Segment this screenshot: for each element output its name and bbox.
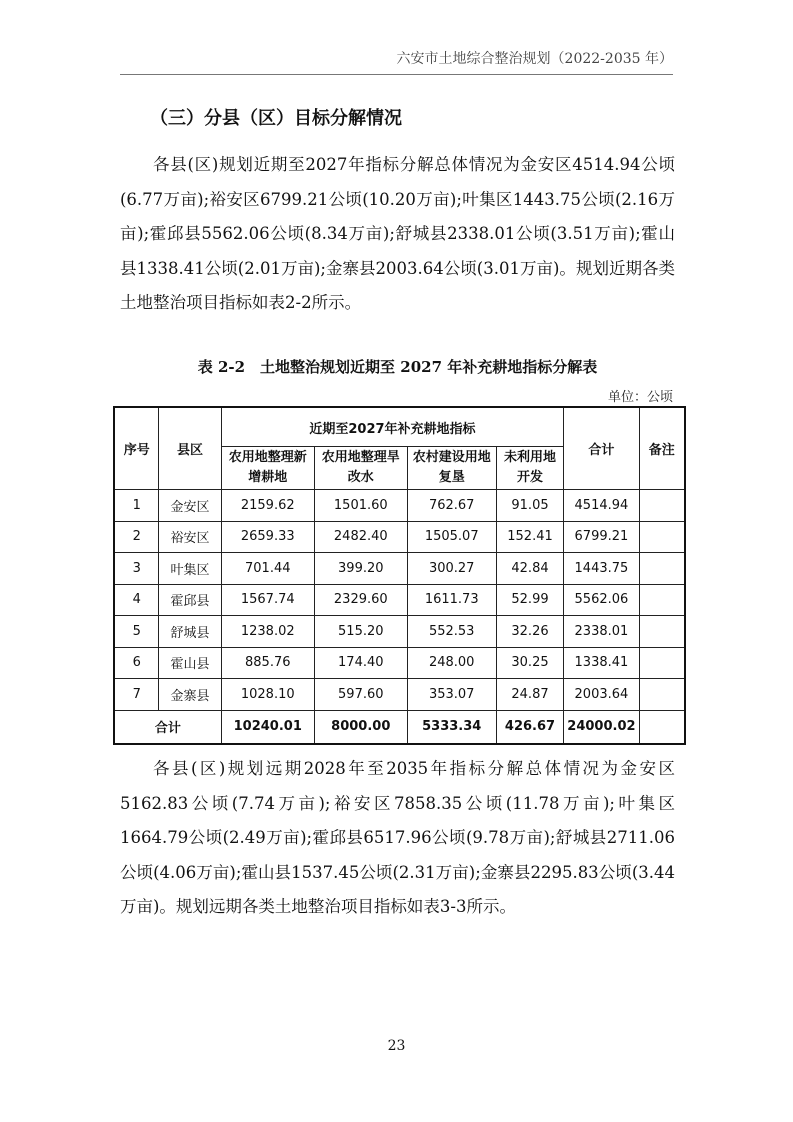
cell-c2: 515.20: [314, 616, 407, 648]
paragraph-long-term: 各县(区)规划远期2028年至2035年指标分解总体情况为金安区5162.83公顷(7.74万亩);裕安区7858.35公顷(11.78万亩);叶集区1664.79公顷(2.49万亩);霍邱县6517.96公顷(9.78万亩);舒城县2711.06公顷(4.06万亩);霍山县1537.45公顷(2.31万亩);金寨县2295.83公顷(3.44万亩)。规划远期各类土地整治项目指标如表3-3所示。: [120, 759, 675, 916]
cell-c3: 762.67: [407, 490, 496, 522]
cell-c2: 2482.40: [314, 521, 407, 553]
cell-remark: [639, 584, 685, 616]
table-unit: 单位：公顷: [607, 390, 673, 405]
cell-c2: 2329.60: [314, 584, 407, 616]
cell-c3: 552.53: [407, 616, 496, 648]
cell-c4: 52.99: [496, 584, 564, 616]
header-remark: 备注: [639, 407, 685, 490]
cell-total: 5562.06: [564, 584, 639, 616]
cell-no: 2: [114, 521, 159, 553]
cell-total: 6799.21: [564, 521, 639, 553]
cell-no: 1: [114, 490, 159, 522]
header-county: 县区: [159, 407, 221, 490]
table-row: [114, 553, 685, 585]
cell-total: 2003.64: [564, 679, 639, 711]
cell-c1: 701.44: [221, 553, 314, 585]
total-sum: 24000.02: [564, 710, 639, 744]
cell-c2: 1501.60: [314, 490, 407, 522]
header-c4: 未利用地开发: [496, 447, 564, 490]
table-row: [114, 490, 685, 522]
cell-c4: 42.84: [496, 553, 564, 585]
cell-remark: [639, 490, 685, 522]
cell-c1: 1028.10: [221, 679, 314, 711]
cell-c4: 24.87: [496, 679, 564, 711]
total-label: 合计: [114, 710, 221, 744]
cell-county: 裕安区: [159, 521, 221, 553]
cell-c1: 885.76: [221, 647, 314, 679]
cell-no: 7: [114, 679, 159, 711]
cell-county: 舒城县: [159, 616, 221, 648]
cell-c3: 300.27: [407, 553, 496, 585]
cell-c4: 30.25: [496, 647, 564, 679]
header-c2: 农用地整理旱改水: [314, 447, 407, 490]
header-total: 合计: [564, 407, 639, 490]
cell-remark: [639, 553, 685, 585]
header-group: 近期至2027年补充耕地指标: [221, 407, 564, 447]
cell-c3: 248.00: [407, 647, 496, 679]
cell-no: 5: [114, 616, 159, 648]
running-header: 六安市土地综合整治规划（2022-2035 年）: [120, 48, 673, 75]
header-no: 序号: [114, 407, 159, 490]
total-c4: 426.67: [496, 710, 564, 744]
cell-county: 霍山县: [159, 647, 221, 679]
cell-c1: 1238.02: [221, 616, 314, 648]
cell-remark: [639, 521, 685, 553]
table-row: [114, 616, 685, 648]
cell-c2: 597.60: [314, 679, 407, 711]
cell-total: 4514.94: [564, 490, 639, 522]
total-remark: [639, 710, 685, 744]
cell-c1: 2159.62: [221, 490, 314, 522]
cell-c3: 1611.73: [407, 584, 496, 616]
cell-county: 金寨县: [159, 679, 221, 711]
table-caption: 表 2-2 土地整治规划近期至 2027 年补充耕地指标分解表: [197, 358, 598, 376]
table-row: [114, 584, 685, 616]
cell-c4: 32.26: [496, 616, 564, 648]
cell-remark: [639, 679, 685, 711]
indicator-table: [113, 406, 686, 745]
cell-county: 金安区: [159, 490, 221, 522]
total-c2: 8000.00: [314, 710, 407, 744]
table-row: [114, 679, 685, 711]
cell-no: 6: [114, 647, 159, 679]
cell-c1: 1567.74: [221, 584, 314, 616]
cell-no: 4: [114, 584, 159, 616]
table-total-row: [114, 710, 685, 744]
cell-total: 2338.01: [564, 616, 639, 648]
total-c3: 5333.34: [407, 710, 496, 744]
table-row: [114, 521, 685, 553]
cell-c3: 353.07: [407, 679, 496, 711]
cell-c2: 399.20: [314, 553, 407, 585]
paragraph-near-term: 各县(区)规划近期至2027年指标分解总体情况为金安区4514.94公顷(6.77万亩);裕安区6799.21公顷(10.20万亩);叶集区1443.75公顷(2.16万亩);霍邱县5562.06公顷(8.34万亩);舒城县2338.01公顷(3.51万亩);霍山县1338.41公顷(2.01万亩);金寨县2003.64公顷(3.01万亩)。规划近期各类土地整治项目指标如表2-2所示。: [120, 155, 675, 312]
cell-county: 叶集区: [159, 553, 221, 585]
cell-total: 1338.41: [564, 647, 639, 679]
cell-c2: 174.40: [314, 647, 407, 679]
cell-c1: 2659.33: [221, 521, 314, 553]
section-title: （三）分县（区）目标分解情况: [150, 108, 402, 129]
cell-c4: 91.05: [496, 490, 564, 522]
cell-total: 1443.75: [564, 553, 639, 585]
header-c3: 农村建设用地复垦: [407, 447, 496, 490]
table-row: [114, 647, 685, 679]
cell-no: 3: [114, 553, 159, 585]
header-c1: 农用地整理新增耕地: [221, 447, 314, 490]
cell-remark: [639, 616, 685, 648]
cell-c4: 152.41: [496, 521, 564, 553]
total-c1: 10240.01: [221, 710, 314, 744]
cell-county: 霍邱县: [159, 584, 221, 616]
page-number: 23: [387, 1038, 406, 1054]
cell-remark: [639, 647, 685, 679]
cell-c3: 1505.07: [407, 521, 496, 553]
